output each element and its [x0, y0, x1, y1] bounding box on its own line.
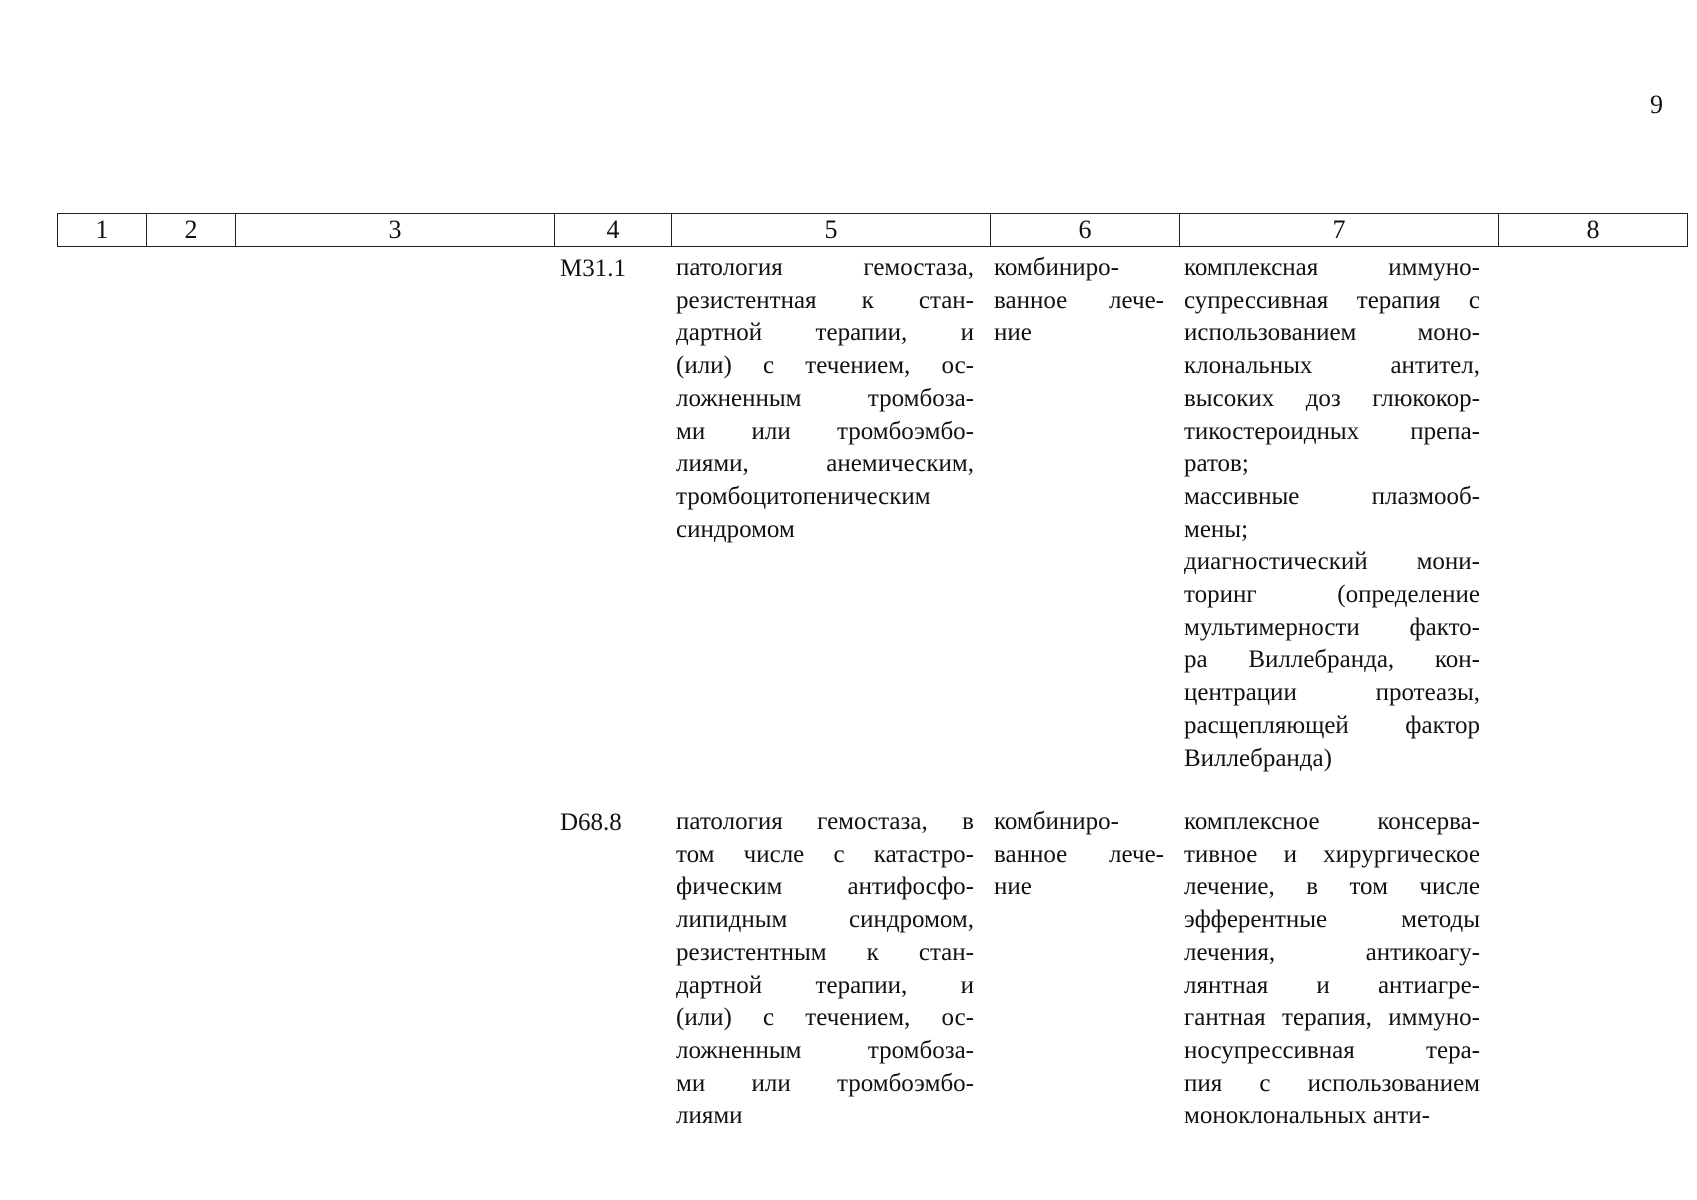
row-2-condition-line: резистентным к стан- [676, 938, 974, 966]
row-2-treatment-method-line: гантная терапия, иммуно- [1184, 1004, 1480, 1032]
column-header-3: 3 [236, 214, 555, 247]
column-header-5: 5 [672, 214, 991, 247]
row-1-treatment-method-line: мены; [1184, 515, 1249, 543]
row-1-code: M31.1 [560, 255, 626, 282]
row-1-condition-line: (или) с течением, ос- [676, 352, 974, 380]
row-2-condition-line: фическим антифосфо- [676, 873, 974, 901]
row-2-treatment-method-line: комплексное консерва- [1184, 808, 1480, 835]
column-header-2: 2 [147, 214, 236, 247]
row-1-treatment-method-line: ра Виллебранда, кон- [1184, 646, 1480, 674]
row-1-condition-line: тромбоцитопеническим [676, 482, 931, 510]
row-1-condition [676, 252, 974, 546]
row-1-treatment-method-line: использованием моно- [1184, 319, 1480, 347]
row-2-treatment-type-line: ванное лече- [994, 840, 1164, 868]
row-2-condition [676, 806, 974, 1133]
column-header-row [58, 214, 1688, 247]
row-1-treatment-type-line: ние [994, 319, 1032, 347]
row-2-condition-line: ложненным тромбоза- [676, 1036, 974, 1064]
row-1-condition-line: синдромом [676, 515, 795, 543]
row-1-treatment-method [1184, 252, 1480, 775]
row-1-condition-line: ложненным тромбоза- [676, 384, 974, 412]
row-2-condition-line: патология гемостаза, в [676, 808, 974, 835]
row-1-treatment-method-line: диагностический мони- [1184, 548, 1480, 576]
row-1-treatment-method-line: массивные плазмооб- [1184, 482, 1480, 510]
row-2-treatment-method-line: пия с использованием [1184, 1069, 1480, 1097]
column-header-8: 8 [1499, 214, 1688, 247]
row-1-treatment-method-line: центрации протеазы, [1184, 679, 1480, 707]
row-1-treatment-method-line: комплексная иммуно- [1184, 254, 1480, 281]
row-1-treatment-method-line: расщепляющей фактор [1184, 711, 1480, 739]
row-2-treatment-type [994, 806, 1164, 904]
row-2-condition-line: дартной терапии, и [676, 971, 974, 999]
row-1-condition-line: дартной терапии, и [676, 319, 974, 347]
row-1-condition-line: патология гемостаза, [676, 254, 974, 281]
row-2-treatment-method-line: тивное и хирургическое [1184, 840, 1480, 868]
row-1-treatment-method-line: супрессивная терапия с [1184, 286, 1480, 314]
row-2-condition-line: ми или тромбоэмбо- [676, 1069, 974, 1097]
row-1-condition-line: ми или тромбоэмбо- [676, 417, 974, 445]
row-1-treatment-type [994, 252, 1164, 350]
row-2-condition-line: том числе с катастро- [676, 840, 974, 868]
column-header-7: 7 [1180, 214, 1499, 247]
row-2-condition-line: липидным синдромом, [676, 906, 974, 934]
column-header-6: 6 [991, 214, 1180, 247]
row-1-treatment-method-line: мультимерности факто- [1184, 613, 1480, 641]
row-2-treatment-method-line: лечения, антикоагу- [1184, 938, 1480, 966]
row-2-treatment-type-line: ние [994, 873, 1032, 901]
row-2-condition-line: (или) с течением, ос- [676, 1004, 974, 1032]
row-2-treatment-method-line: лечение, в том числе [1184, 873, 1480, 901]
row-1-treatment-method-line: Виллебранда) [1184, 744, 1332, 772]
row-1-treatment-method-line: торинг (определение [1184, 581, 1480, 609]
row-2-code: D68.8 [560, 809, 622, 836]
row-1-treatment-method-line: высоких доз глюкокор- [1184, 384, 1480, 412]
row-1-condition-line: резистентная к стан- [676, 286, 974, 314]
row-1-condition-line: лиями, анемическим, [676, 450, 974, 478]
row-2-treatment-method-line: моноклональных анти- [1184, 1102, 1430, 1130]
column-header-table [57, 213, 1688, 247]
row-2-treatment-type-line: комбиниро- [994, 808, 1119, 835]
row-1-treatment-method-line: клональных антител, [1184, 352, 1480, 380]
row-2-treatment-method-line: лянтная и антиагре- [1184, 971, 1480, 999]
row-2-treatment-method-line: эфферентные методы [1184, 906, 1480, 934]
column-header-1: 1 [58, 214, 147, 247]
row-1-treatment-type-line: ванное лече- [994, 286, 1164, 314]
row-2-treatment-method [1184, 806, 1480, 1133]
page-number: 9 [1650, 90, 1663, 119]
row-1-treatment-method-line: тикостероидных препа- [1184, 417, 1480, 445]
row-2-treatment-method-line: носупрессивная тера- [1184, 1036, 1480, 1064]
row-2-condition-line: лиями [676, 1102, 743, 1130]
row-1-treatment-method-line: ратов; [1184, 450, 1249, 478]
row-1-treatment-type-line: комбиниро- [994, 254, 1119, 281]
column-header-4: 4 [555, 214, 672, 247]
